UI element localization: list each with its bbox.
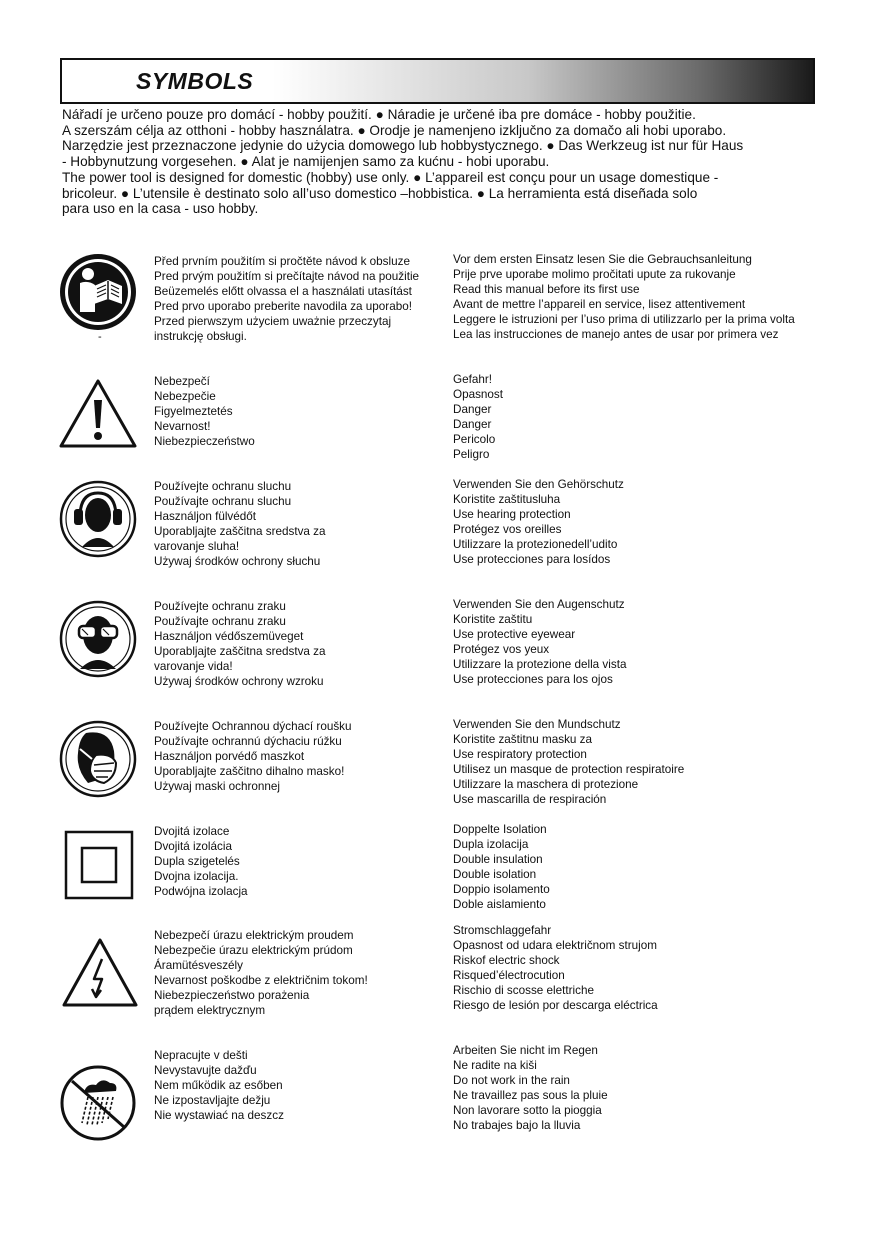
text-line: Pred prvým použitím si prečítajte návod na použitie [154, 270, 420, 283]
symbol-text-right [453, 1043, 608, 1133]
text-line: Use protecciones para losídos [453, 553, 611, 566]
text-line: Používajte ochrannú dýchaciu rúžku [154, 735, 342, 748]
symbol-text-left [154, 1048, 284, 1123]
text-line: Uporabljajte zaščitna sredstva za [154, 525, 326, 538]
intro-paragraph [62, 107, 817, 217]
text-line: Doble aislamiento [453, 898, 546, 911]
intro-line: The power tool is designed for domestic (hobby) use only. ● L’appareil est conçu pour un usage domestique - [62, 169, 719, 185]
text-line: Risqued’électrocution [453, 969, 565, 982]
electric-shock-icon [58, 935, 138, 1015]
text-line: Gefahr! [453, 373, 492, 386]
text-line: Używaj środków ochrony wzroku [154, 675, 324, 688]
text-line: Utilizzare la protezionedell’udito [453, 538, 618, 551]
text-line: Utilizzare la maschera di protezione [453, 778, 639, 791]
text-line: prądem elektrycznym [154, 1004, 266, 1017]
text-line: Dupla izolacija [453, 838, 529, 851]
symbol-text-right [453, 252, 795, 342]
text-line: Arbeiten Sie nicht im Regen [453, 1044, 598, 1057]
symbol-text-right [453, 822, 550, 912]
symbol-text-left [154, 928, 368, 1018]
intro-line: Nářadí je určeno pouze pro domácí - hobby použití. ● Náradie je určené iba pre domáce - hobby použitie. [62, 107, 696, 122]
text-line: Dvojitá izolace [154, 825, 230, 838]
text-line: Używaj maski ochronnej [154, 780, 281, 793]
text-line: Leggere le istruzioni per l’uso prima di utilizzarlo per la prima volta [453, 313, 795, 326]
eye-protection-icon [58, 599, 138, 679]
text-line: Používajte ochranu sluchu [154, 495, 292, 508]
double-insulation-icon [58, 828, 138, 908]
hearing-protection-icon [58, 479, 138, 559]
symbol-text-left [154, 599, 326, 689]
text-line: Nebezpečie úrazu elektrickým prúdom [154, 944, 353, 957]
text-line: varovanje sluha! [154, 540, 240, 553]
text-line: Riesgo de lesión por descarga eléctrica [453, 999, 658, 1012]
text-line: Lea las instrucciones de manejo antes de usar por primera vez [453, 328, 779, 341]
symbol-text-left [154, 254, 419, 344]
text-line: No trabajes bajo la lluvia [453, 1119, 581, 1132]
text-line: Use mascarilla de respiración [453, 793, 607, 806]
text-line: Před prvním použitím si pročtěte návod k obsluze [154, 255, 410, 268]
text-line: Danger [453, 418, 492, 431]
symbol-text-left [154, 824, 248, 899]
text-line: Uporabljajte zaščitna sredstva za [154, 645, 326, 658]
symbol-text-left [154, 374, 255, 449]
intro-line: Narzędzie jest przeznaczone jedynie do użycia domowego lub hobbystycznego. ● Das Werkzeug ist nur für Haus [62, 138, 744, 154]
text-line: Verwenden Sie den Mundschutz [453, 718, 621, 731]
text-line: Nebezpečí úrazu elektrickým proudem [154, 929, 354, 942]
text-line: Protégez vos oreilles [453, 523, 562, 536]
intro-line: bricoleur. ● L’utensile è destinato solo all’uso domestico –hobbistica. ● La herramienta está diseñada solo [62, 185, 698, 201]
text-line: Rischio di scosse elettriche [453, 984, 594, 997]
symbol-text-left [154, 479, 326, 569]
text-line: Nie wystawiać na deszcz [154, 1109, 284, 1122]
text-line: Ne izpostavljajte dežju [154, 1094, 271, 1107]
text-line: Áramütésveszély [154, 959, 243, 972]
text-line: Verwenden Sie den Gehörschutz [453, 478, 624, 491]
text-line: Use protecciones para los ojos [453, 673, 613, 686]
text-line: Vor dem ersten Einsatz lesen Sie die Gebrauchsanleitung [453, 253, 752, 266]
text-line: Nevarnost poškodbe z električnim tokom! [154, 974, 368, 987]
text-line: Nebezpečí [154, 375, 210, 388]
text-line: Használjon fülvédőt [154, 510, 257, 523]
text-line: Riskof electric shock [453, 954, 560, 967]
symbol-text-right [453, 923, 658, 1013]
symbol-text-right [453, 597, 626, 687]
text-line: Doppio isolamento [453, 883, 550, 896]
text-line: Stromschlaggefahr [453, 924, 552, 937]
text-line: Utilisez un masque de protection respiratoire [453, 763, 685, 776]
text-line: Nevystavujte dažďu [154, 1064, 257, 1077]
text-line: Double isolation [453, 868, 537, 881]
text-line: Používejte Ochrannou dýchací roušku [154, 720, 352, 733]
text-line: Koristite zaštitu [453, 613, 533, 626]
text-line: Dupla szigetelés [154, 855, 240, 868]
page-title: SYMBOLS [136, 68, 254, 94]
text-line: Uporabljajte zaščitno dihalno masko! [154, 765, 345, 778]
symbol-text-right [453, 372, 503, 462]
text-line: varovanje vida! [154, 660, 233, 673]
text-line: Nepracujte v dešti [154, 1049, 248, 1062]
text-line: Używaj środków ochrony słuchu [154, 555, 321, 568]
text-line: Use hearing protection [453, 508, 571, 521]
intro-line: A szerszám célja az otthoni - hobby használatra. ● Orodje je namenjeno izključno za domačo ali hobi uporabo. [62, 122, 727, 138]
symbol-text-right [453, 477, 624, 567]
symbols-header-banner [60, 58, 815, 104]
symbol-text-right [453, 717, 684, 807]
text-line: Használjon porvédő maszkot [154, 750, 305, 763]
danger-warning-icon [58, 376, 138, 456]
text-line: Opasnost [453, 388, 504, 401]
text-line: Peligro [453, 448, 490, 461]
text-line: Utilizzare la protezione della vista [453, 658, 627, 671]
text-line: Niebezpieczeństwo [154, 435, 255, 448]
text-line: Nevarnost! [154, 420, 211, 433]
text-line: Use protective eyewear [453, 628, 576, 641]
text-line: Avant de mettre l’appareil en service, lisez attentivement [453, 298, 746, 311]
text-line: Niebezpieczeństwo porażenia [154, 989, 310, 1002]
row-marker: - [98, 331, 102, 343]
text-line: Read this manual before its first use [453, 283, 640, 296]
no-rain-icon [58, 1063, 138, 1143]
text-line: Double insulation [453, 853, 543, 866]
text-line: Doppelte Isolation [453, 823, 547, 836]
text-line: Beüzemelés előtt olvassa el a használati utasítást [154, 285, 412, 298]
text-line: Przed pierwszym użyciem uważnie przeczytaj [154, 315, 392, 328]
text-line: Koristite zaštitnu masku za [453, 733, 593, 746]
text-line: Prije prve uporabe molimo pročitati upute za rukovanje [453, 268, 736, 281]
text-line: Figyelmeztetés [154, 405, 233, 418]
text-line: Protégez vos yeux [453, 643, 550, 656]
text-line: Pericolo [453, 433, 496, 446]
text-line: Verwenden Sie den Augenschutz [453, 598, 625, 611]
text-line: Dvojitá izolácia [154, 840, 232, 853]
intro-line: para uso en la casa - uso hobby. [62, 201, 259, 217]
text-line: Používajte ochranu zraku [154, 615, 286, 628]
text-line: instrukcję obsługi. [154, 330, 247, 343]
text-line: Danger [453, 403, 492, 416]
text-line: Nebezpečie [154, 390, 216, 403]
text-line: Use respiratory protection [453, 748, 587, 761]
text-line: Opasnost od udara električnom strujom [453, 939, 657, 952]
read-manual-icon [58, 252, 138, 332]
text-line: Ne radite na kiši [453, 1059, 537, 1072]
text-line: Non lavorare sotto la pioggia [453, 1104, 602, 1117]
intro-line: - Hobbynutzung vorgesehen. ● Alat je namijenjen samo za kućnu - hobi uporabu. [62, 154, 550, 170]
text-line: Koristite zaštitusluha [453, 493, 561, 506]
text-line: Pred prvo uporabo preberite navodila za uporabo! [154, 300, 412, 313]
text-line: Használjon védőszemüveget [154, 630, 304, 643]
text-line: Používejte ochranu sluchu [154, 480, 292, 493]
text-line: Dvojna izolacija. [154, 870, 239, 883]
symbol-text-left [154, 719, 352, 794]
respiratory-mask-icon [58, 719, 138, 799]
text-line: Ne travaillez pas sous la pluie [453, 1089, 608, 1102]
text-line: Do not work in the rain [453, 1074, 570, 1087]
text-line: Používejte ochranu zraku [154, 600, 286, 613]
text-line: Podwójna izolacja [154, 885, 248, 898]
text-line: Nem működik az esőben [154, 1079, 283, 1092]
